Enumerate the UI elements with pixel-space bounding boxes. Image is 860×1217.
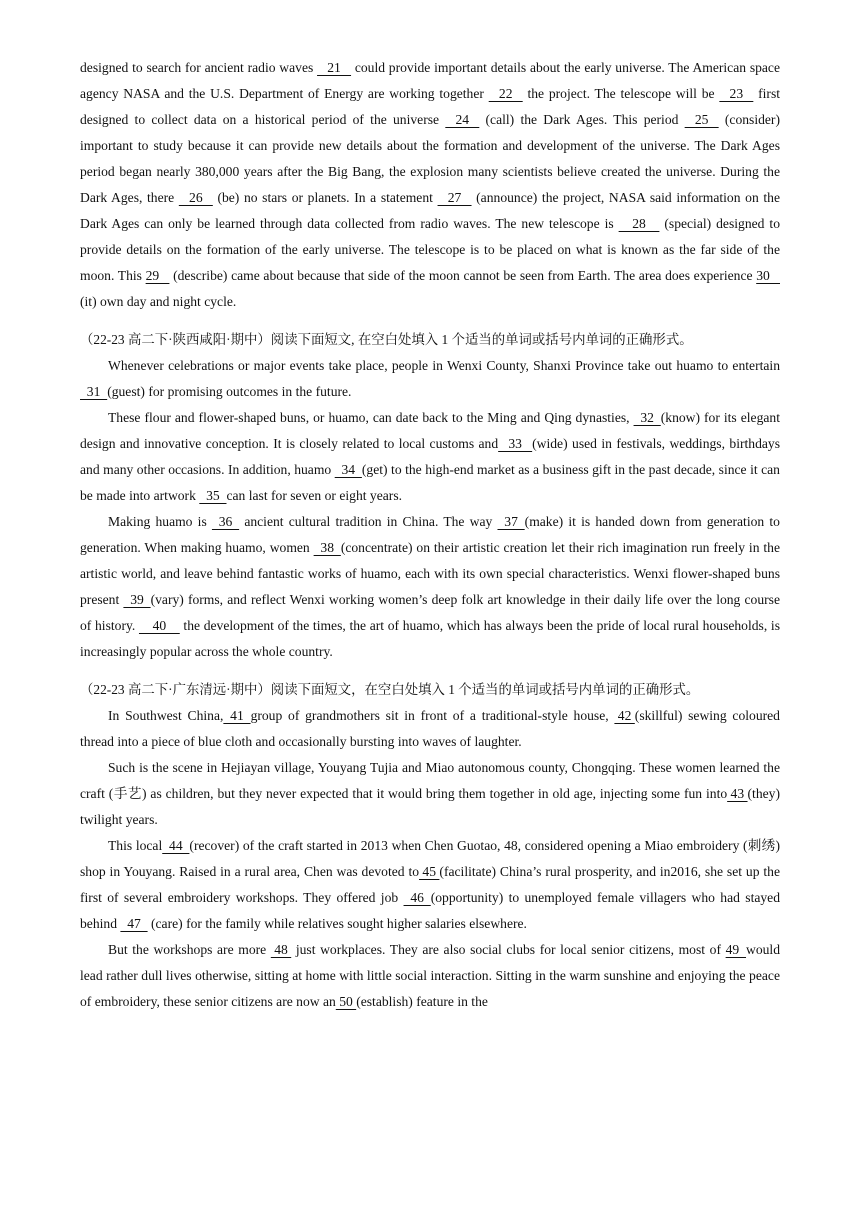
text-run: just workplaces. They are also social clubs for local senior citizens, most of xyxy=(291,942,726,957)
text-run: (call) the Dark Ages. This period xyxy=(479,112,685,127)
passage-1 xyxy=(80,55,780,315)
section-gap xyxy=(80,665,780,677)
answer-blank: 46 xyxy=(403,890,431,905)
section-3-paragraph-3 xyxy=(80,833,780,937)
answer-blank: 37 xyxy=(497,514,525,529)
answer-blank: 28 xyxy=(618,216,660,231)
answer-blank: 23 xyxy=(719,86,754,101)
text-run: (guest) for promising outcomes in the future. xyxy=(107,384,352,399)
text-run: Such is the scene in Hejiayan village, Youyang Tujia and Miao autonomous county, Chongqing. These women learned the craft (手艺) as children, but they never expected that it would bring them together in old age, injecting some fun into xyxy=(80,760,780,801)
text-run: (care) for the family while relatives sought higher salaries elsewhere. xyxy=(147,916,527,931)
answer-blank: 36 xyxy=(211,514,240,529)
text-run: (be) no stars or planets. In a statement xyxy=(212,190,438,205)
answer-blank: 41 xyxy=(223,708,251,723)
answer-blank: 33 xyxy=(498,436,533,451)
section-2-paragraph-1 xyxy=(80,353,780,405)
text-run: could provide important details about the early universe. The American space agency NASA and the U.S. Department of Energy are working together xyxy=(80,60,781,101)
answer-blank: 34 xyxy=(334,462,362,477)
text-run: first designed to collect data on a historical period of the universe xyxy=(80,86,781,127)
text-run: (know) for its elegant design and innovative conception. It is closely related to local customs and xyxy=(80,410,780,451)
text-run: can last for seven or eight years. xyxy=(226,488,403,503)
text-run: the project. The telescope will be xyxy=(522,86,720,101)
text-run: (make) it is handed down from generation to generation. When making huamo, women xyxy=(80,514,780,555)
text-run: (skillful) sewing coloured thread into a piece of blue cloth and occasionally bursting into waves of laughter. xyxy=(80,708,780,749)
answer-blank: 38 xyxy=(313,540,341,555)
answer-blank: 35 xyxy=(199,488,227,503)
answer-blank: 40 xyxy=(138,618,180,633)
answer-blank: 45 xyxy=(419,864,440,879)
section-3-paragraph-4 xyxy=(80,937,780,1015)
answer-blank: 25 xyxy=(684,112,719,127)
text-run: (consider) important to study because it can provide new details about the formation and development of the universe. The Dark Ages period began nearly 380,000 years after the Big Bang, the explosion many scientists believe created the universe. During the Dark Ages, there xyxy=(80,112,780,205)
answer-blank: 43 xyxy=(727,786,748,801)
answer-blank: 49 xyxy=(725,942,747,957)
text-run: This local xyxy=(108,838,163,853)
answer-blank: 24 xyxy=(445,112,480,127)
text-run: Making huamo is xyxy=(108,514,212,529)
answer-blank: 48 xyxy=(270,942,292,957)
text-run: (wide) used in festivals, weddings, birthdays and many other occasions. In addition, huamo xyxy=(80,436,780,477)
text-run: designed to search for ancient radio waves xyxy=(80,60,318,75)
section-3-paragraph-2 xyxy=(80,755,780,833)
answer-blank: 27 xyxy=(437,190,472,205)
answer-blank: 21 xyxy=(317,60,352,75)
text-run: ancient cultural tradition in China. The way xyxy=(239,514,498,529)
answer-blank: 29 xyxy=(145,268,170,283)
section-3 xyxy=(80,677,780,1015)
section-2 xyxy=(80,327,780,665)
answer-blank: 39 xyxy=(123,592,151,607)
text-run: But the workshops are more xyxy=(108,942,271,957)
text-run: the development of the times, the art of huamo, which has always been the pride of local rural households, is increasingly popular across the whole country. xyxy=(80,618,780,659)
section-3-header: （22-23 高二下·广东清远·期中）阅读下面短文，在空白处填入 1 个适当的单词或括号内单词的正确形式。 xyxy=(80,682,700,697)
section-gap xyxy=(80,315,780,327)
text-run: (special) designed to provide details on the formation of the early universe. The telescope is to be placed on what is known as the far side of the moon. This xyxy=(80,216,781,283)
text-run: would lead rather dull lives otherwise, sitting at home with little social interaction. Sitting in the warm sunshine and enjoying the peace of embroidery, these senior citizens are now an xyxy=(80,942,780,1009)
text-run: (it) own day and night cycle. xyxy=(80,294,237,309)
answer-blank: 42 xyxy=(614,708,635,723)
answer-blank: 47 xyxy=(120,916,148,931)
text-run: (they) twilight years. xyxy=(80,786,780,827)
section-3-paragraph-1 xyxy=(80,703,780,755)
text-run: (describe) came about because that side of the moon cannot be seen from Earth. The area does experience xyxy=(169,268,757,283)
passage-1-paragraph xyxy=(80,55,780,315)
answer-blank: 26 xyxy=(178,190,213,205)
text-run: (facilitate) China’s rural prosperity, and in2016, she set up the first of several embroidery workshops. They offered job xyxy=(80,864,780,905)
answer-blank: 50 xyxy=(335,994,357,1009)
text-run: In Southwest China, xyxy=(108,708,224,723)
text-run: (announce) the project, NASA said information on the Dark Ages can only be learned through data collected from radio waves. The new telescope is xyxy=(80,190,780,231)
text-run: (recover) of the craft started in 2013 when Chen Guotao, 48, considered opening a Miao embroidery (刺绣) shop in Youyang. Raised in a rural area, Chen was devoted to xyxy=(80,838,780,879)
answer-blank: 31 xyxy=(80,384,108,399)
answer-blank: 22 xyxy=(488,86,523,101)
section-2-paragraph-2 xyxy=(80,405,780,509)
text-run: (concentrate) on their artistic creation let their rich imagination run freely in the artistic world, and leave behind fantastic works of huamo, each with its own special characteristics. Wenxi flower-shaped buns present xyxy=(80,540,780,607)
answer-blank: 30 xyxy=(756,268,780,283)
text-run: These flour and flower-shaped buns, or huamo, can date back to the Ming and Qing dynasties, xyxy=(108,410,634,425)
text-run: (establish) feature in the xyxy=(356,994,488,1009)
text-run: (get) to the high-end market as a business gift in the past decade, since it can be made into artwork xyxy=(80,462,780,503)
section-2-paragraph-3 xyxy=(80,509,780,665)
answer-blank: 44 xyxy=(162,838,190,853)
text-run: (opportunity) to unemployed female villagers who had stayed behind xyxy=(80,890,781,931)
text-run: group of grandmothers sit in front of a traditional-style house, xyxy=(250,708,615,723)
section-2-header: （22-23 高二下·陕西咸阳·期中）阅读下面短文, 在空白处填入 1 个适当的单词或括号内单词的正确形式。 xyxy=(80,332,693,347)
answer-blank: 32 xyxy=(633,410,661,425)
text-run: Whenever celebrations or major events take place, people in Wenxi County, Shanxi Province take out huamo to entertain xyxy=(108,358,780,373)
text-run: (vary) forms, and reflect Wenxi working women’s deep folk art knowledge in their daily life over the long course of history. xyxy=(80,592,780,633)
